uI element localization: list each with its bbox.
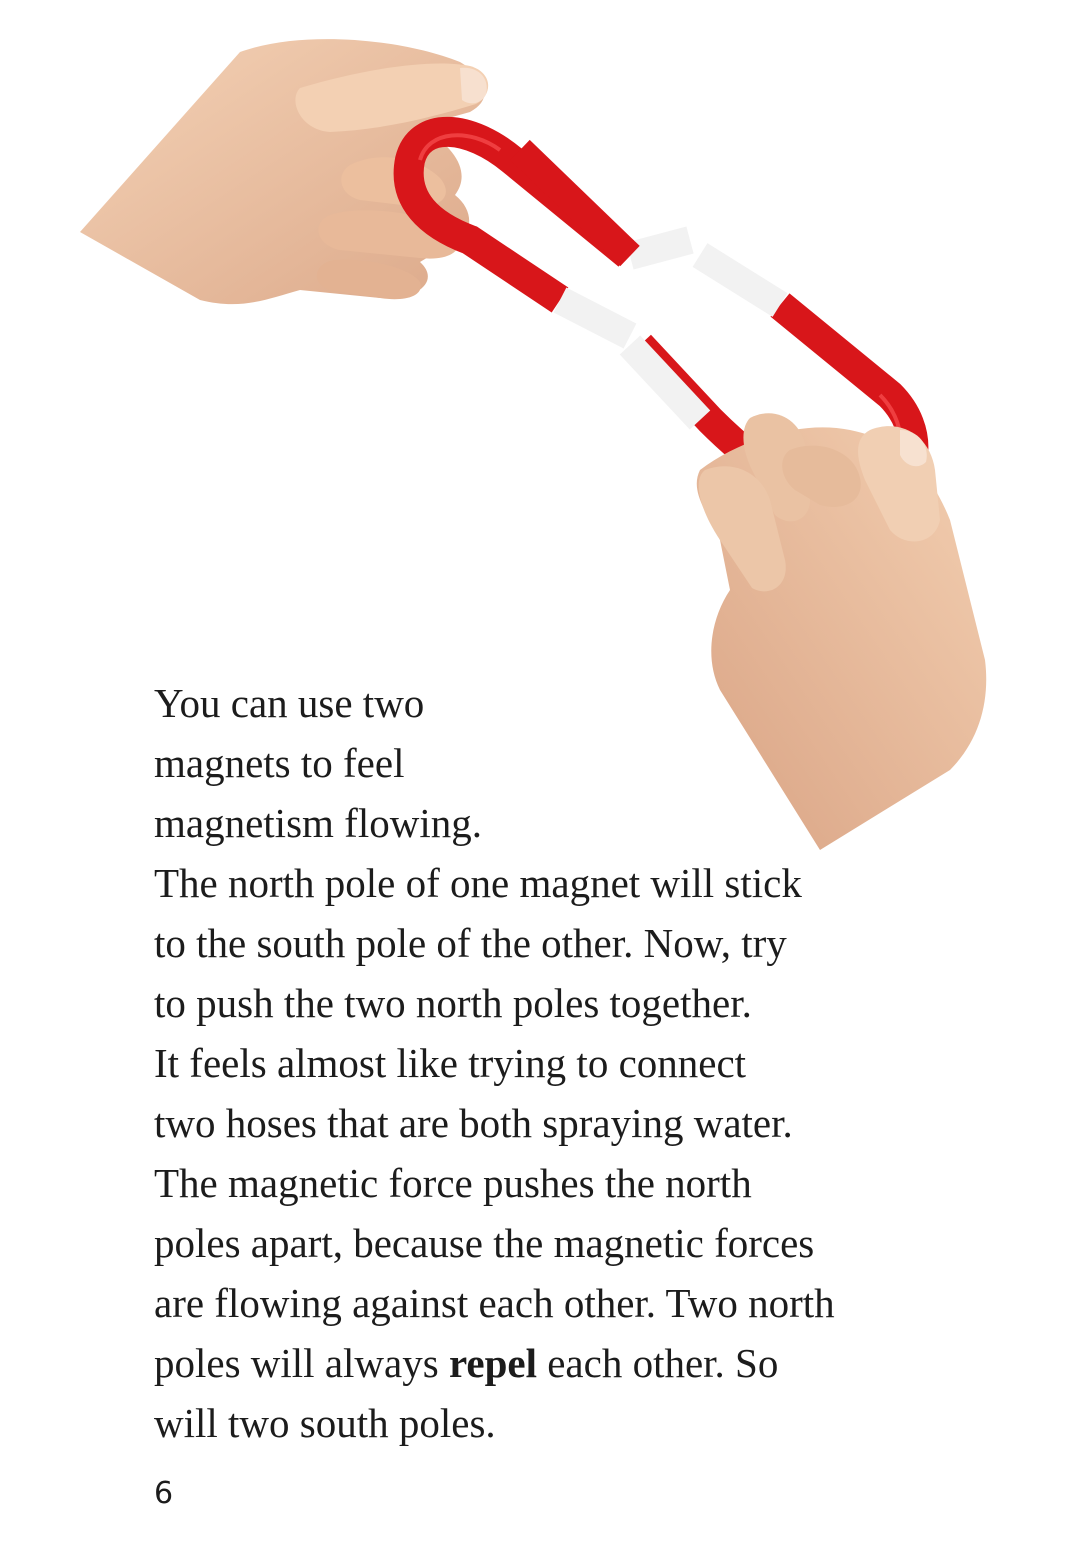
text-line: poles apart, because the magnetic forces bbox=[154, 1220, 815, 1266]
text-line: The north pole of one magnet will stick bbox=[154, 860, 802, 906]
text-line: two hoses that are both spraying water. bbox=[154, 1100, 793, 1146]
text-line: It feels almost like trying to connect bbox=[154, 1040, 747, 1086]
text-line-repel bbox=[154, 1333, 1034, 1393]
page-number: 6 bbox=[154, 1476, 174, 1511]
bold-term-repel: repel bbox=[448, 1340, 537, 1386]
text-line: are flowing against each other. Two north bbox=[154, 1280, 835, 1326]
text-line: will two south poles. bbox=[154, 1400, 496, 1446]
text-fragment: each other. So bbox=[536, 1340, 779, 1386]
text-fragment: poles will always bbox=[154, 1340, 449, 1386]
text-line: The magnetic force pushes the north bbox=[154, 1160, 752, 1206]
text-line: magnets to feel bbox=[154, 740, 405, 786]
text-line: to push the two north poles together. bbox=[154, 980, 752, 1026]
text-line: to the south pole of the other. Now, try bbox=[154, 920, 787, 966]
body-paragraph bbox=[154, 673, 1034, 1453]
text-line: magnetism flowing. bbox=[154, 800, 482, 846]
upper-hand bbox=[80, 39, 488, 304]
text-line: You can use two bbox=[154, 680, 425, 726]
